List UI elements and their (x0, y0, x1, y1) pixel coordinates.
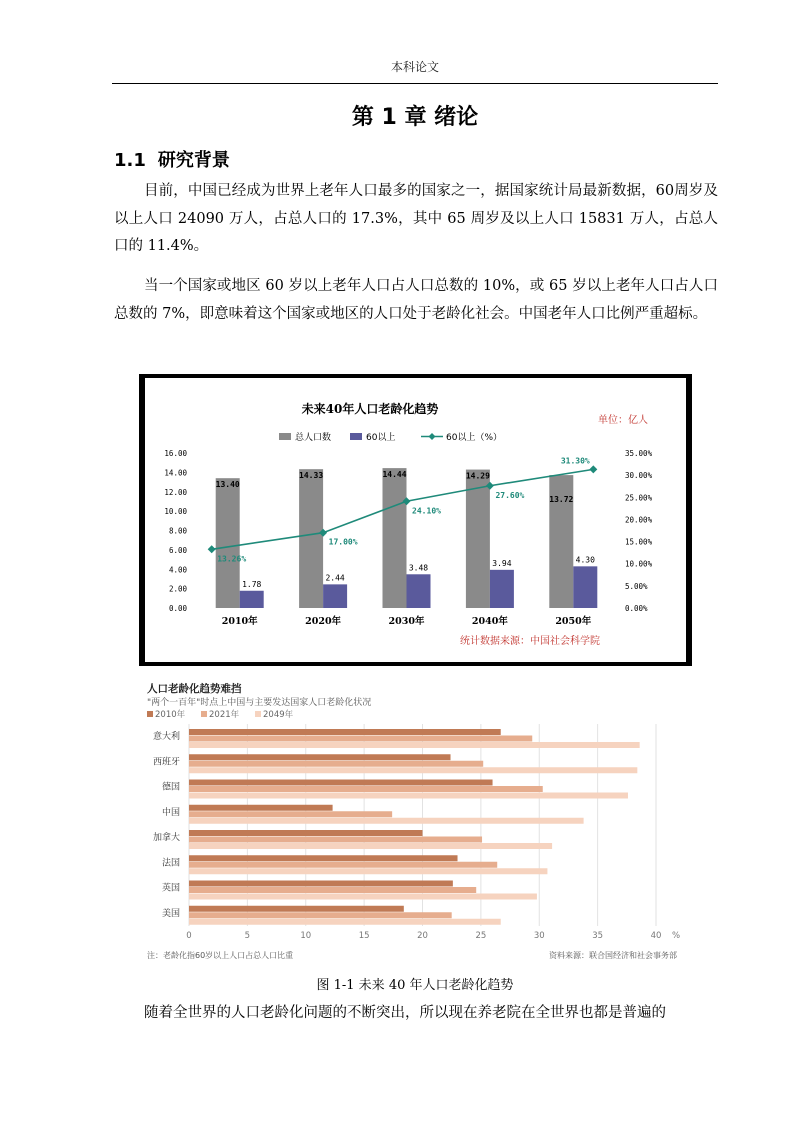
bar-60plus-label: 2.44 (325, 573, 345, 583)
pct-point-label: 17.00% (328, 537, 358, 547)
bar-2010年 (189, 830, 423, 836)
chart-source-note: 统计数据来源：中国社会科学院 (460, 636, 600, 647)
left-tick-label: 14.00 (164, 468, 187, 478)
bar-2010年 (189, 906, 404, 912)
section-heading (114, 146, 230, 172)
bar-2049年 (189, 868, 547, 874)
bar-2021年 (189, 811, 392, 817)
x-tick-label: 30 (533, 931, 545, 941)
legend-swatch-60plus (350, 433, 362, 440)
chapter-title: 第 1 章 绪论 (351, 105, 479, 130)
chart-title: 未来40年人口老龄化趋势 (301, 402, 439, 416)
bar-60plus-population (407, 574, 431, 608)
chart2-legend (147, 709, 294, 720)
legend-label-2021: 2021年 (209, 710, 240, 720)
chart2-subtitle: "两个一百年"时点上中国与主要发达国家人口老龄化状况 (147, 698, 372, 708)
x-tick-label: 35 (592, 931, 604, 941)
bar-total-label: 14.33 (299, 471, 324, 481)
chart2-footnote-left: 注：老龄化指60岁以上人口占总人口比重 (147, 951, 294, 960)
aging-trend-chart (145, 378, 686, 662)
bar-60plus-population (490, 570, 514, 608)
country-label: 意大利 (152, 732, 180, 742)
legend-label-2010: 2010年 (155, 710, 186, 720)
bar-2010年 (189, 805, 333, 811)
chart2-x-ticks (186, 931, 680, 941)
aging-comparison-figure (139, 676, 694, 966)
aging-trend-figure (139, 374, 692, 666)
left-tick-label: 8.00 (168, 526, 187, 536)
bar-60plus-population (573, 566, 597, 608)
x-tick-label: 40 (650, 931, 662, 941)
chart-unit-note: 单位：亿人 (598, 415, 648, 426)
header-rule (112, 83, 718, 84)
legend-label-total: 总人口数 (295, 433, 332, 443)
right-tick-label: 0.00% (625, 604, 648, 613)
legend-swatch-total (279, 433, 291, 440)
paragraph-1: 目前，中国已经成为世界上老年人口最多的国家之一，据国家统计局最新数据，60周岁及以上人口 24090 万人，占总人口的 17.3%，其中 65 周岁及以上人口 15831 万人，占总人口的 11.4%。 (114, 183, 718, 254)
bar-2010年 (189, 881, 453, 887)
left-tick-label: 6.00 (168, 545, 187, 555)
bar-2021年 (189, 837, 482, 843)
left-tick-label: 4.00 (168, 565, 187, 575)
x-tick-label: 15 (358, 931, 370, 941)
pct-point-label: 24.10% (412, 506, 441, 516)
right-tick-label: 25.00% (625, 493, 653, 503)
bar-60plus-label: 3.48 (408, 563, 429, 573)
chart2-footnote-right: 资料来源：联合国经济和社会事务部 (549, 951, 677, 960)
category-label: 2050年 (555, 616, 592, 627)
left-tick-label: 12.00 (164, 487, 187, 497)
bar-2049年 (189, 894, 537, 900)
bar-2021年 (189, 887, 476, 893)
bar-60plus-population (240, 591, 264, 608)
bar-2010年 (189, 729, 501, 735)
legend-label-pct: 60以上（%） (446, 433, 503, 443)
category-label: 2020年 (305, 616, 342, 627)
figure-caption: 图 1-1 未来 40 年人口老龄化趋势 (316, 978, 514, 993)
right-tick-label: 10.00% (625, 559, 653, 569)
country-label: 德国 (161, 782, 180, 793)
legend-label-2049: 2049年 (263, 710, 294, 720)
bar-2010年 (189, 855, 458, 861)
left-tick-label: 16.00 (164, 449, 187, 458)
x-tick-label: 0 (186, 931, 192, 941)
legend-label-60plus: 60以上 (366, 433, 396, 443)
country-label: 西班牙 (152, 757, 180, 768)
x-tick-label: 5 (244, 931, 251, 941)
pct-point-label: 31.30% (560, 456, 590, 466)
pct-point-label: 27.60% (495, 490, 525, 500)
bar-60plus-population (323, 584, 347, 608)
bar-2049年 (189, 793, 628, 799)
pct-point-label: 13.26% (217, 554, 247, 564)
right-tick-label: 15.00% (625, 537, 653, 547)
bar-2021年 (189, 862, 497, 868)
aging-comparison-chart (139, 676, 694, 966)
bar-2010年 (189, 754, 451, 760)
legend-swatch-2049 (255, 711, 261, 717)
right-tick-label: 20.00% (625, 515, 653, 525)
bar-total-population (299, 469, 323, 608)
right-tick-label: 5.00% (625, 581, 648, 591)
bar-total-label: 14.29 (465, 471, 490, 481)
chart2-bars (189, 729, 640, 925)
chart-legend (279, 431, 502, 443)
bar-2010年 (189, 780, 493, 786)
category-label: 2040年 (471, 616, 508, 627)
bar-2049年 (189, 767, 637, 773)
x-tick-label: 20 (417, 931, 428, 941)
paragraph-3: 随着全世界的人口老龄化问题的不断突出，所以现在养老院在全世界也都是普遍的 (144, 1005, 666, 1021)
bar-2021年 (189, 912, 452, 918)
bar-2021年 (189, 761, 483, 767)
right-tick-label: 35.00% (625, 449, 653, 458)
left-tick-label: 0.00 (168, 604, 187, 613)
bar-total-population (216, 478, 240, 608)
left-tick-label: 2.00 (168, 584, 187, 594)
bar-2021年 (189, 736, 532, 742)
category-label: 2030年 (388, 616, 425, 627)
x-unit-label: % (671, 931, 681, 941)
bar-2049年 (189, 742, 640, 748)
bar-total-label: 13.40 (215, 480, 240, 490)
legend-swatch-2010 (147, 711, 153, 717)
paragraph-2: 当一个国家或地区 60 岁以上老年人口占人口总数的 10%，或 65 岁以上老年人口占人口总数的 7%，即意味着这个国家或地区的人口处于老龄化社会。中国老年人口比例严重超标。 (114, 278, 718, 322)
chart2-country-labels (153, 730, 180, 919)
country-label: 美国 (161, 908, 180, 919)
section-title: 研究背景 (157, 150, 230, 171)
legend-swatch-2021 (201, 711, 207, 717)
country-label: 英国 (161, 883, 180, 894)
bar-60plus-label: 1.78 (242, 579, 262, 589)
page-header: 本科论文 (390, 60, 439, 74)
x-tick-label: 25 (475, 931, 487, 941)
chart2-title: 人口老龄化趋势难挡 (147, 683, 242, 695)
bar-total-label: 14.44 (382, 470, 407, 480)
bar-60plus-label: 4.30 (575, 555, 595, 565)
bar-2021年 (189, 786, 543, 792)
category-label: 2010年 (221, 616, 258, 627)
bar-2049年 (189, 843, 552, 849)
bar-total-label: 13.72 (549, 495, 574, 505)
country-label: 加拿大 (152, 833, 180, 843)
x-tick-label: 10 (300, 931, 312, 941)
country-label: 中国 (161, 807, 180, 818)
bar-60plus-label: 3.94 (492, 558, 512, 568)
country-label: 法国 (161, 858, 180, 869)
bar-2049年 (189, 919, 501, 925)
section-number: 1.1 (114, 150, 146, 171)
bar-2049年 (189, 818, 584, 824)
bar-total-population (383, 468, 407, 608)
left-tick-label: 10.00 (164, 507, 187, 517)
right-tick-label: 30.00% (625, 471, 653, 481)
